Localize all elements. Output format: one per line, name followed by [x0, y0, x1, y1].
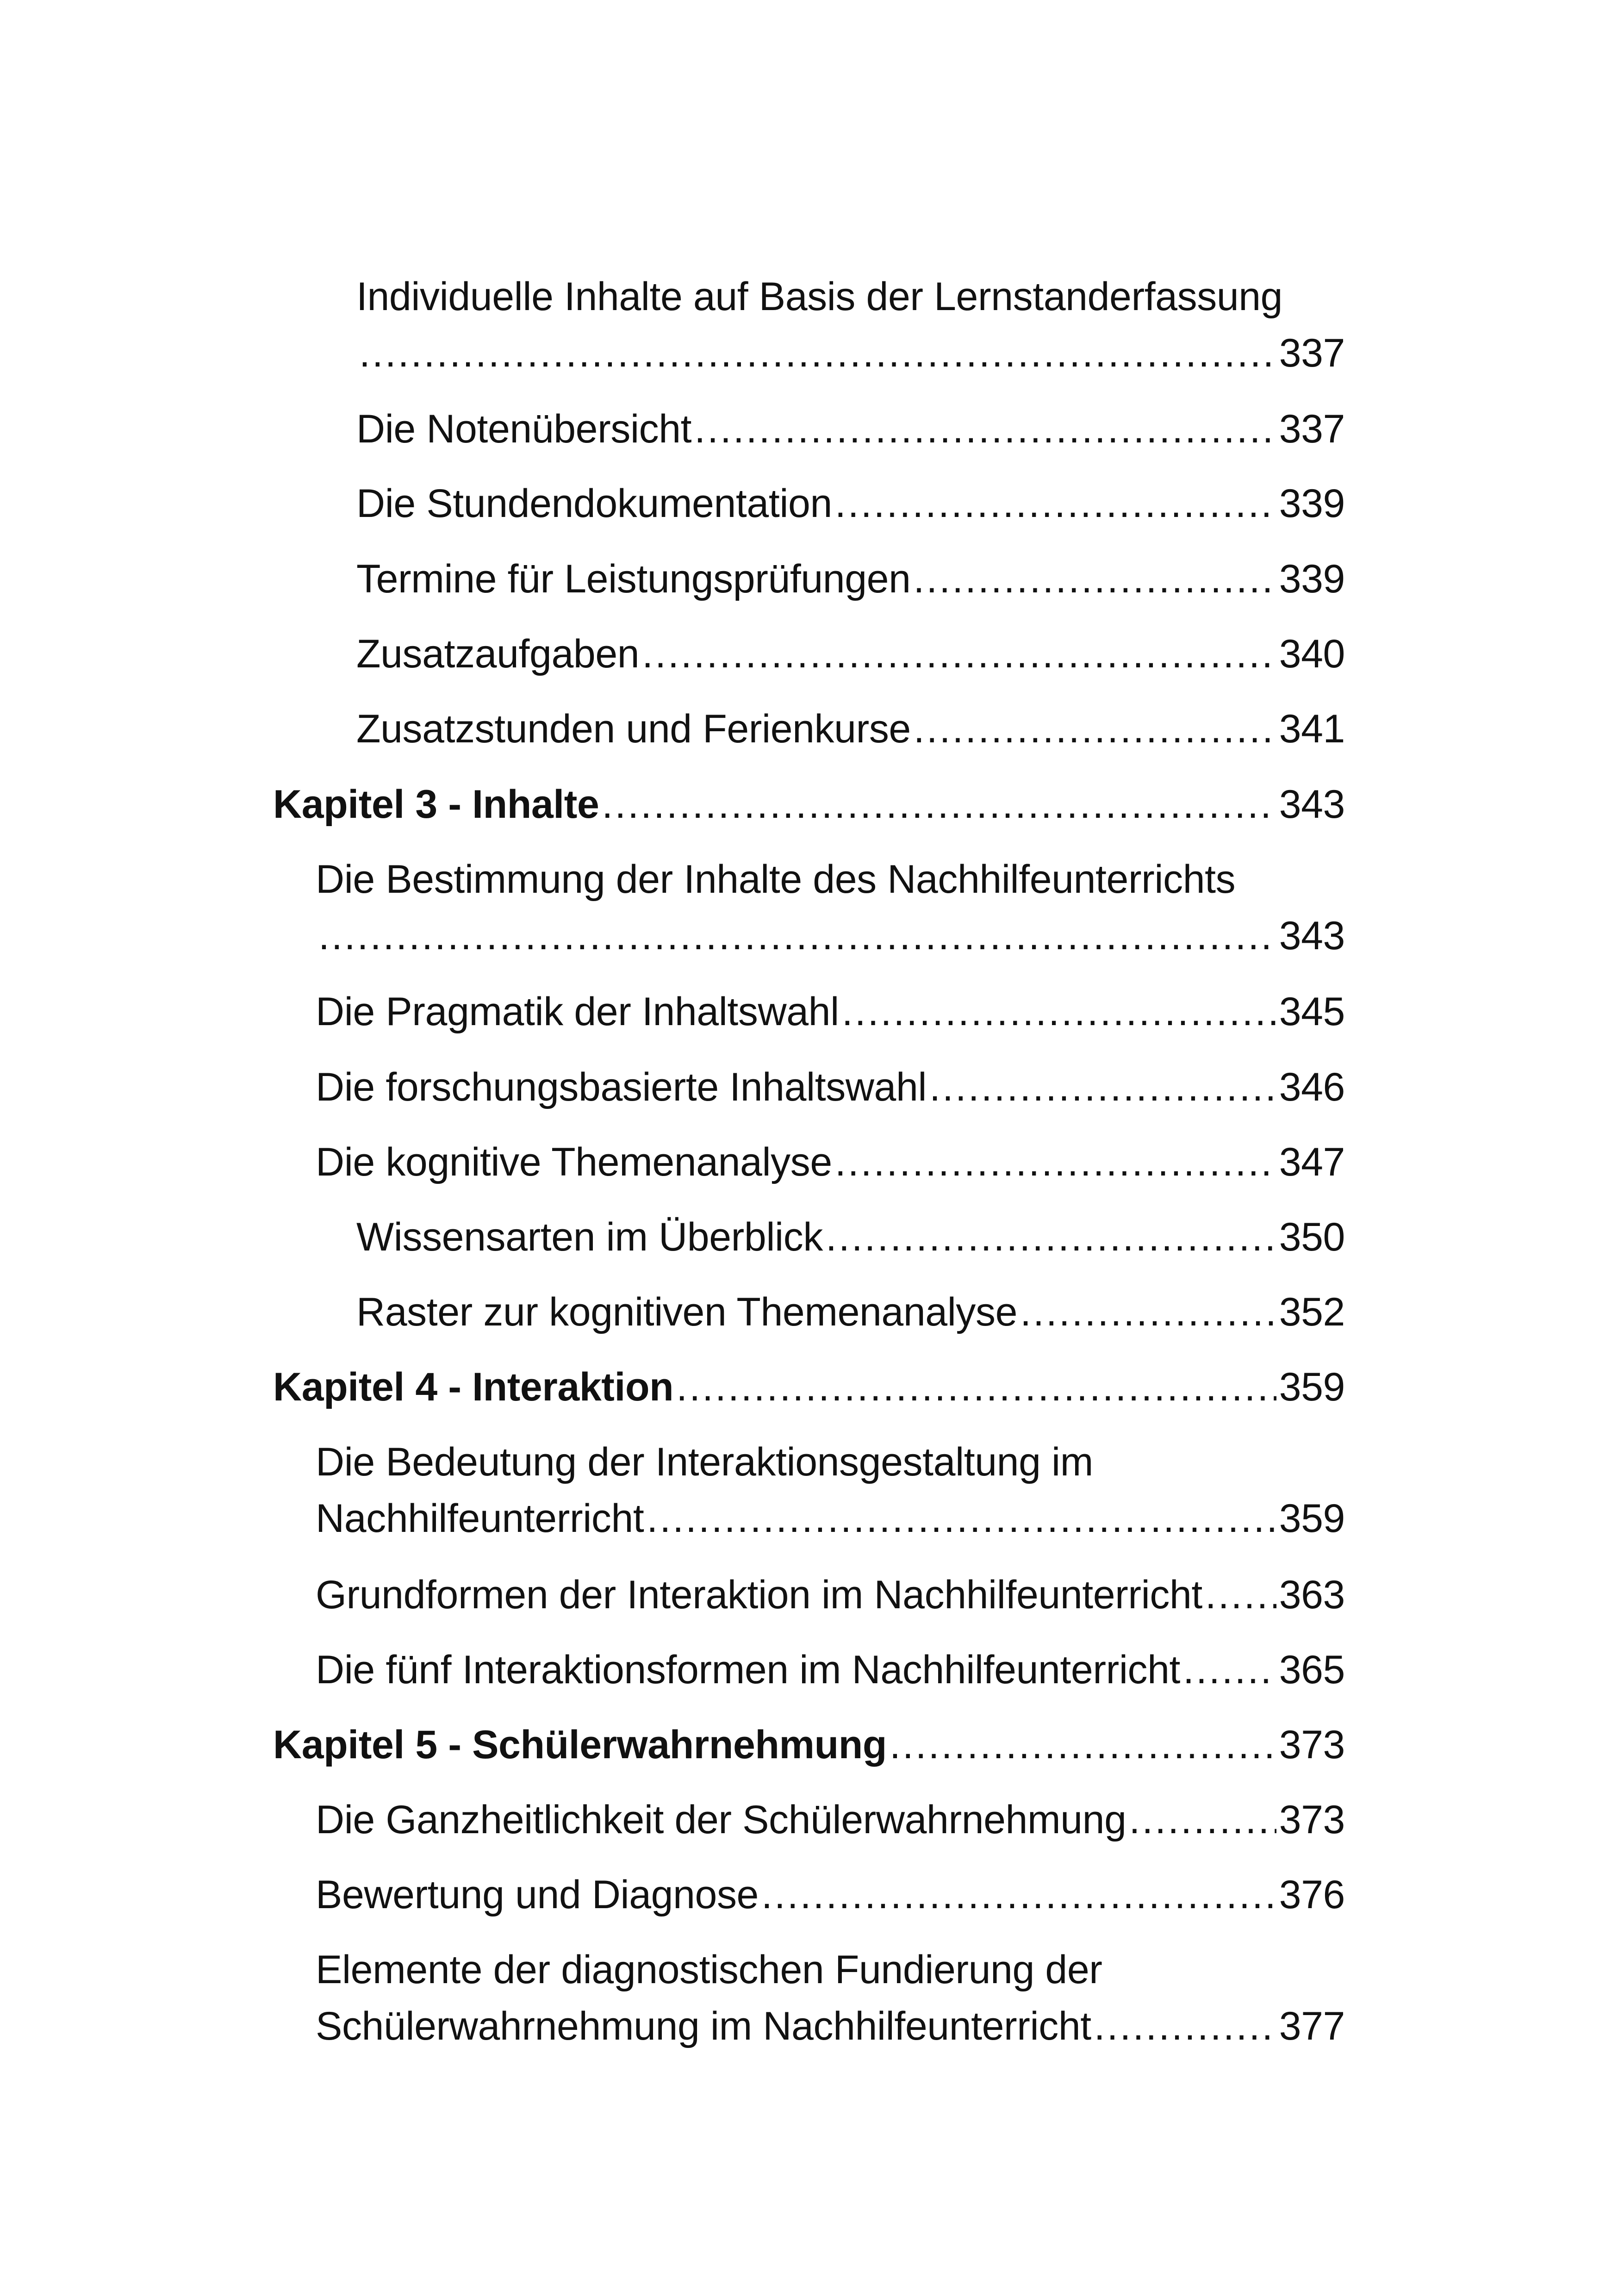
- toc-entry: [316, 1567, 1345, 1623]
- toc-entry: [356, 551, 1345, 607]
- toc-leader: [1183, 1642, 1276, 1698]
- toc-entry: [316, 983, 1345, 1040]
- toc-page-number: 347: [1279, 1140, 1345, 1184]
- toc-leader: [835, 1134, 1276, 1190]
- toc-entry-title: Die forschungsbasierte Inhaltswahl: [316, 1065, 927, 1109]
- toc-entry-title: Zusatzaufgaben: [356, 632, 640, 676]
- toc-entry: [356, 1284, 1345, 1340]
- toc-chapter-entry: [273, 1359, 1345, 1415]
- toc-leader: [647, 1490, 1276, 1547]
- toc-entry-title-continued: Nachhilfeunterricht: [316, 1496, 644, 1541]
- toc-entry-title: Die Bedeutung der Interaktionsgestaltung im: [316, 1440, 1093, 1484]
- toc-page-number: 346: [1279, 1065, 1345, 1109]
- toc-leader: [602, 776, 1276, 833]
- toc-page-number: 352: [1279, 1290, 1345, 1334]
- toc-entry-title: Die Bestimmung der Inhalte des Nachhilfeunterrichts: [316, 857, 1236, 902]
- toc-entry: [356, 1209, 1345, 1265]
- toc-leader: [318, 908, 1276, 964]
- toc-page-number: 365: [1279, 1648, 1345, 1692]
- toc-leader: [826, 1209, 1276, 1265]
- toc-leader: [914, 701, 1276, 757]
- toc-entry: [316, 1867, 1345, 1923]
- toc-page-number: 373: [1279, 1723, 1345, 1767]
- toc-entry: [316, 1059, 1345, 1115]
- toc-page-number: 337: [1279, 407, 1345, 451]
- toc-chapter-title: Kapitel 3 - Inhalte: [273, 782, 599, 827]
- toc-entry-title: Die Stundendokumentation: [356, 481, 832, 526]
- toc-entry: [356, 701, 1345, 757]
- toc-leader: [1020, 1284, 1276, 1340]
- toc-page-number: 339: [1279, 481, 1345, 526]
- toc-entry: [356, 626, 1345, 682]
- toc-entry-title: Die kognitive Themenanalyse: [316, 1140, 832, 1184]
- toc-page-number: 340: [1279, 632, 1345, 676]
- toc-entry-title: Termine für Leistungsprüfungen: [356, 557, 911, 601]
- toc-entry-title: Raster zur kognitiven Themenanalyse: [356, 1290, 1018, 1334]
- toc-entry-title: Zusatzstunden und Ferienkurse: [356, 707, 911, 751]
- toc-entry-title: Die fünf Interaktionsformen im Nachhilfeunterricht: [316, 1648, 1181, 1692]
- toc-page-number: 376: [1279, 1873, 1345, 1917]
- toc-entry: [316, 1792, 1345, 1848]
- toc-entry-title: Wissensarten im Überblick: [356, 1215, 823, 1259]
- toc-entry: [316, 1642, 1345, 1698]
- toc-chapter-entry: [273, 1717, 1345, 1773]
- toc-leader: [842, 983, 1276, 1040]
- toc-page-number: 341: [1279, 707, 1345, 751]
- toc-page-number: 337: [1279, 331, 1345, 375]
- toc-page-number: 373: [1279, 1798, 1345, 1842]
- toc-leader: [1129, 1792, 1276, 1848]
- toc-page-number: 359: [1279, 1365, 1345, 1409]
- toc-chapter-title: Kapitel 4 - Interaktion: [273, 1365, 674, 1409]
- toc-leader: [835, 475, 1276, 532]
- toc-leader: [890, 1717, 1276, 1773]
- toc-leader: [642, 626, 1276, 682]
- toc-leader: [676, 1359, 1276, 1415]
- toc-leader: [694, 401, 1276, 457]
- toc-page-number: 363: [1279, 1573, 1345, 1617]
- toc-leader: [761, 1867, 1276, 1923]
- toc-entry: [356, 475, 1345, 532]
- toc-entry-title: Bewertung und Diagnose: [316, 1873, 759, 1917]
- toc-page-number: 339: [1279, 557, 1345, 601]
- toc-leader: [929, 1059, 1276, 1115]
- toc-chapter-entry: [273, 776, 1345, 833]
- toc-entry: [316, 1941, 1345, 2054]
- toc-leader: [359, 325, 1276, 381]
- toc-entry-title: Die Pragmatik der Inhaltswahl: [316, 989, 839, 1034]
- toc-entry-title: Elemente der diagnostischen Fundierung der: [316, 1948, 1102, 1992]
- toc-page-number: 345: [1279, 989, 1345, 1034]
- toc-page-number: 359: [1279, 1496, 1345, 1541]
- toc-page-number: 350: [1279, 1215, 1345, 1259]
- toc-entry: [316, 1134, 1345, 1190]
- toc-entry-title: Individuelle Inhalte auf Basis der Lernstanderfassung: [356, 274, 1283, 319]
- toc-leader: [914, 551, 1276, 607]
- toc-leader: [1094, 1998, 1276, 2054]
- toc-entry: [356, 401, 1345, 457]
- toc-entry-title: Die Notenübersicht: [356, 407, 692, 451]
- toc-entry: [316, 1434, 1345, 1547]
- toc-chapter-title: Kapitel 5 - Schülerwahrnehmung: [273, 1723, 887, 1767]
- toc-entry: [356, 268, 1345, 381]
- toc-entry-title: Grundformen der Interaktion im Nachhilfeunterricht: [316, 1573, 1202, 1617]
- toc-page-number: 377: [1279, 2004, 1345, 2048]
- toc-leader: [1205, 1567, 1276, 1623]
- toc-page-number: 343: [1279, 914, 1345, 958]
- toc-entry: [316, 851, 1345, 964]
- toc-entry-title-continued: Schülerwahrnehmung im Nachhilfeunterricht: [316, 2004, 1091, 2048]
- toc-entry-title: Die Ganzheitlichkeit der Schülerwahrnehmung: [316, 1798, 1126, 1842]
- toc-page-number: 343: [1279, 782, 1345, 827]
